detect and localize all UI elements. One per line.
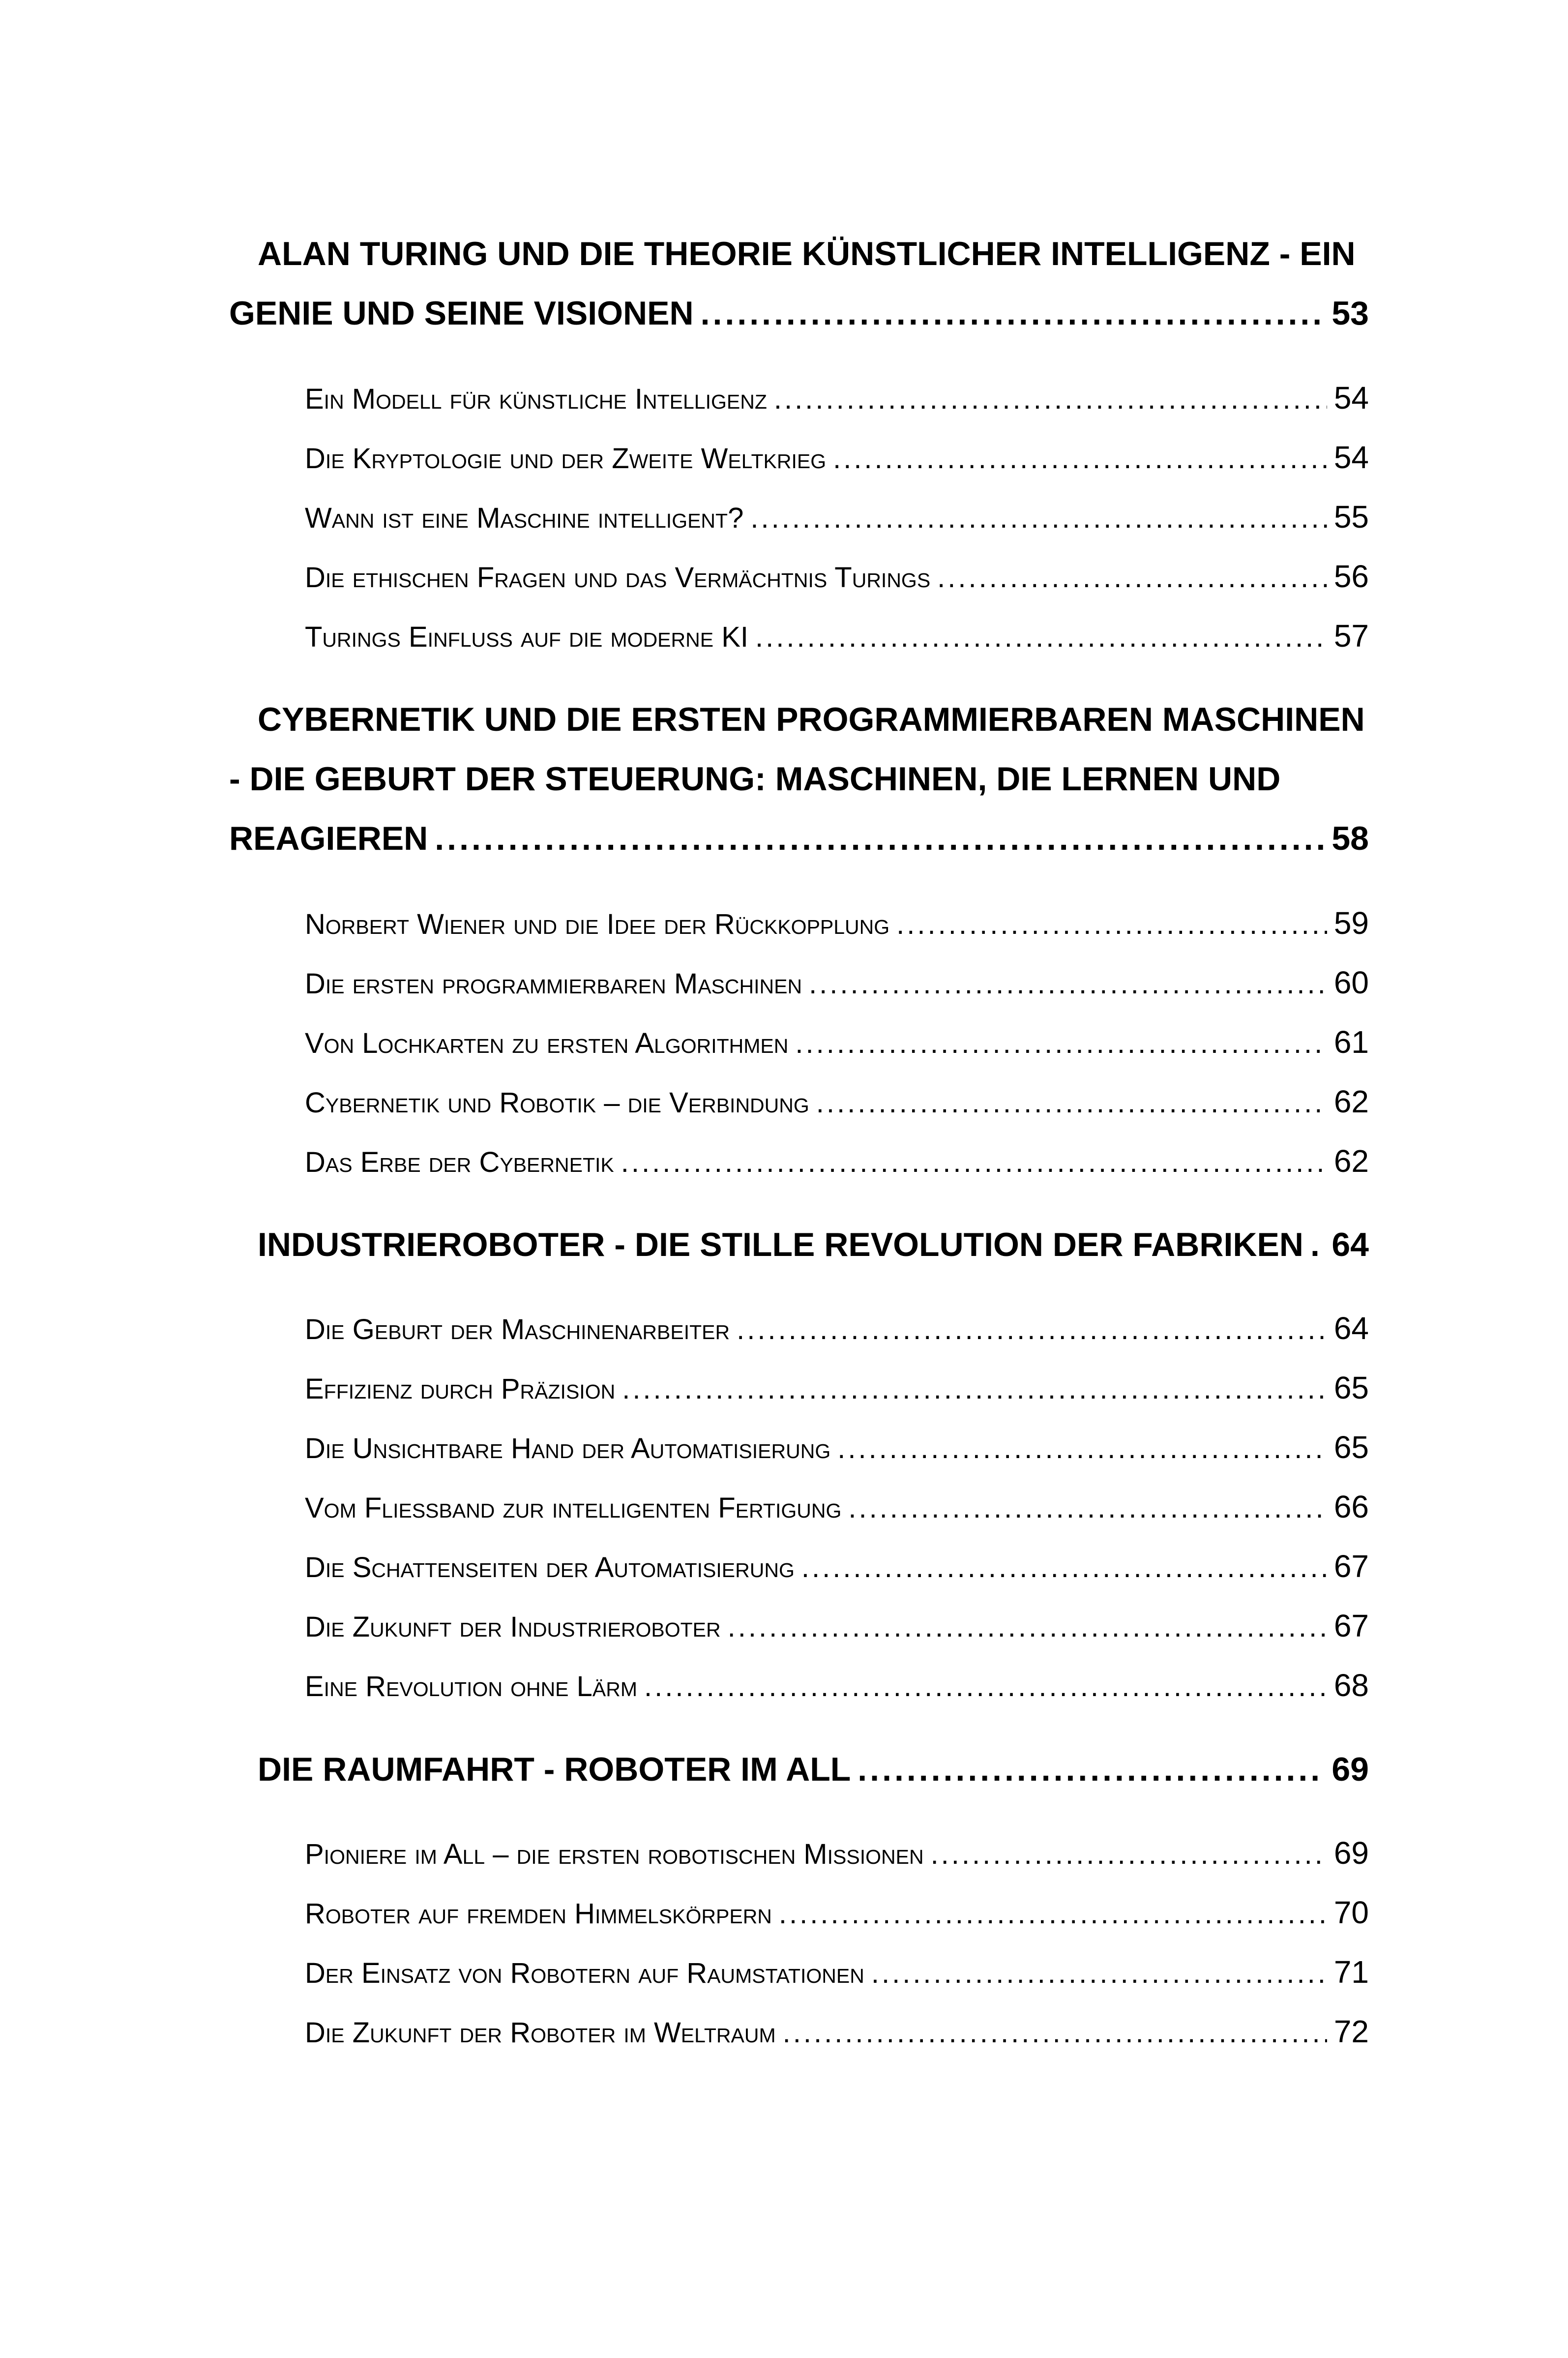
toc-chapter-title-text: REAGIEREN	[229, 820, 428, 857]
toc-chapter-title-line	[229, 1740, 1369, 1799]
toc-entry[interactable]	[305, 894, 1369, 953]
toc-entry[interactable]	[305, 1358, 1369, 1418]
toc-entry-title: Effizienz durch Präzision	[305, 1373, 616, 1405]
dot-leader	[816, 1073, 1327, 1132]
toc-entry[interactable]	[305, 1883, 1369, 1942]
toc-entry-title: Pioniere im All – die ersten robotischen Missionen	[305, 1838, 924, 1870]
dot-leader	[621, 1133, 1327, 1191]
toc-entry-title: Die Schattenseiten der Automatisierung	[305, 1552, 795, 1583]
toc-entry[interactable]	[305, 1656, 1369, 1715]
toc-page-number: 56	[1333, 559, 1369, 594]
toc-entry-title: Die ethischen Fragen und das Vermächtnis Turings	[305, 562, 931, 594]
toc-page-number: 55	[1333, 499, 1369, 535]
toc-page-number: 61	[1333, 1024, 1369, 1060]
toc-entry[interactable]	[305, 953, 1369, 1013]
toc-page-number: 72	[1333, 2014, 1369, 2049]
toc-page-number: 66	[1333, 1489, 1369, 1524]
toc-entry[interactable]	[305, 368, 1369, 428]
toc-entry-title: Die Unsichtbare Hand der Automatisierung	[305, 1433, 831, 1464]
toc-page-number: 65	[1333, 1370, 1369, 1405]
dot-leader	[1310, 1215, 1325, 1275]
toc-chapter-title-line	[229, 749, 1369, 809]
toc-entry-title: Turings Einfluss auf die moderne KI	[305, 621, 749, 653]
toc-entry-title: Die ersten programmierbaren Maschinen	[305, 968, 802, 1000]
toc-page-number: 60	[1333, 965, 1369, 1000]
toc-entry[interactable]	[305, 428, 1369, 487]
dot-leader	[871, 1943, 1327, 2002]
toc-page-number: 68	[1333, 1668, 1369, 1703]
toc-page-number: 54	[1333, 440, 1369, 475]
toc-page-number: 58	[1331, 820, 1369, 857]
toc-chapter-title-line	[229, 809, 1369, 868]
toc-page-number: 62	[1333, 1084, 1369, 1119]
toc-chapter-heading[interactable]	[229, 690, 1369, 868]
toc-entry-title: Die Zukunft der Roboter im Weltraum	[305, 2017, 776, 2049]
toc-page-number: 67	[1333, 1549, 1369, 1584]
toc-entry-title: Roboter auf fremden Himmelskörpern	[305, 1898, 772, 1930]
dot-leader	[774, 369, 1327, 428]
dot-leader	[795, 1014, 1327, 1072]
toc-entry[interactable]	[305, 2002, 1369, 2061]
toc-entry-title: Die Geburt der Maschinenarbeiter	[305, 1313, 730, 1345]
dot-leader	[755, 607, 1327, 666]
toc-entry[interactable]	[305, 1418, 1369, 1477]
toc-chapter-title-line	[229, 1215, 1369, 1275]
toc-entry[interactable]	[305, 1477, 1369, 1537]
toc-chapter-title-text: CYBERNETIK UND DIE ERSTEN PROGRAMMIERBAREN MASCHINEN	[258, 701, 1365, 738]
dot-leader	[833, 429, 1327, 487]
toc-entry-title: Vom Fließband zur intelligenten Fertigung	[305, 1492, 842, 1524]
toc-page-number: 64	[1333, 1311, 1369, 1346]
toc-entry-title: Cybernetik und Robotik – die Verbindung	[305, 1087, 809, 1119]
toc-entry-title: Wann ist eine Maschine intelligent?	[305, 502, 744, 534]
toc-page-number: 59	[1333, 905, 1369, 941]
dot-leader	[779, 1884, 1327, 1942]
toc-page-number: 70	[1333, 1895, 1369, 1930]
dot-leader	[848, 1478, 1327, 1537]
toc-chapter-title-line	[229, 690, 1369, 749]
toc-page-number: 54	[1333, 380, 1369, 416]
toc-entry-title: Der Einsatz von Robotern auf Raumstationen	[305, 1957, 864, 1989]
toc-entry[interactable]	[305, 606, 1369, 666]
toc-entry[interactable]	[305, 1013, 1369, 1072]
toc-entry[interactable]	[305, 1299, 1369, 1358]
dot-leader	[783, 2003, 1327, 2061]
dot-leader	[701, 284, 1325, 343]
toc-page-number: 62	[1333, 1143, 1369, 1179]
toc-page-number: 71	[1333, 1954, 1369, 1990]
dot-leader	[801, 1538, 1327, 1596]
toc-entry[interactable]	[305, 1942, 1369, 2002]
toc-page-number: 69	[1333, 1835, 1369, 1871]
toc-entry[interactable]	[305, 1072, 1369, 1132]
toc-chapter-title-line	[229, 224, 1369, 284]
dot-leader	[858, 1740, 1325, 1799]
dot-leader	[750, 488, 1327, 547]
dot-leader	[622, 1359, 1327, 1418]
toc-page-number: 65	[1333, 1430, 1369, 1465]
toc-chapter-title-text: ALAN TURING UND DIE THEORIE KÜNSTLICHER INTELLIGENZ - EIN	[258, 235, 1356, 272]
dot-leader	[728, 1597, 1327, 1656]
toc-entry[interactable]	[305, 487, 1369, 547]
dot-leader	[435, 809, 1325, 868]
toc-chapter-title-text: GENIE UND SEINE VISIONEN	[229, 295, 694, 332]
toc-page-number: 53	[1331, 295, 1369, 332]
toc-chapter-heading[interactable]	[229, 1215, 1369, 1275]
toc-chapter-title-text: - DIE GEBURT DER STEUERUNG: MASCHINEN, DIE LERNEN UND	[229, 760, 1281, 798]
dot-leader	[737, 1300, 1327, 1358]
toc-page-number: 64	[1331, 1226, 1369, 1263]
toc-entry-title: Eine Revolution ohne Lärm	[305, 1671, 638, 1702]
dot-leader	[896, 895, 1327, 953]
toc-entry-title: Norbert Wiener und die Idee der Rückkopplung	[305, 908, 890, 940]
toc-entry[interactable]	[305, 1132, 1369, 1191]
dot-leader	[937, 548, 1327, 606]
toc-entry[interactable]	[305, 547, 1369, 606]
toc-entry-title: Von Lochkarten zu ersten Algorithmen	[305, 1027, 789, 1059]
toc-chapter-heading[interactable]	[229, 224, 1369, 343]
toc-entry-title: Die Kryptologie und der Zweite Weltkrieg	[305, 443, 827, 475]
toc-entry[interactable]	[305, 1537, 1369, 1596]
dot-leader	[644, 1657, 1327, 1715]
toc-chapter-title-line	[229, 284, 1369, 343]
toc-page-number: 69	[1331, 1751, 1369, 1788]
toc-page-number: 67	[1333, 1608, 1369, 1643]
dot-leader	[809, 954, 1327, 1013]
toc-entry[interactable]	[305, 1596, 1369, 1656]
toc-chapter-title-text: INDUSTRIEROBOTER - DIE STILLE REVOLUTION DER FABRIKEN	[258, 1226, 1303, 1263]
toc-entry[interactable]	[305, 1823, 1369, 1883]
toc-entry-title: Ein Modell für künstliche Intelligenz	[305, 383, 767, 415]
toc-chapter-title-text: DIE RAUMFAHRT - ROBOTER IM ALL	[258, 1751, 851, 1788]
toc-page-number: 57	[1333, 618, 1369, 654]
toc-entry-title: Die Zukunft der Industrieroboter	[305, 1611, 721, 1643]
dot-leader	[837, 1419, 1327, 1477]
dot-leader	[931, 1824, 1327, 1883]
toc-entry-title: Das Erbe der Cybernetik	[305, 1146, 614, 1178]
toc-chapter-heading[interactable]	[229, 1740, 1369, 1799]
